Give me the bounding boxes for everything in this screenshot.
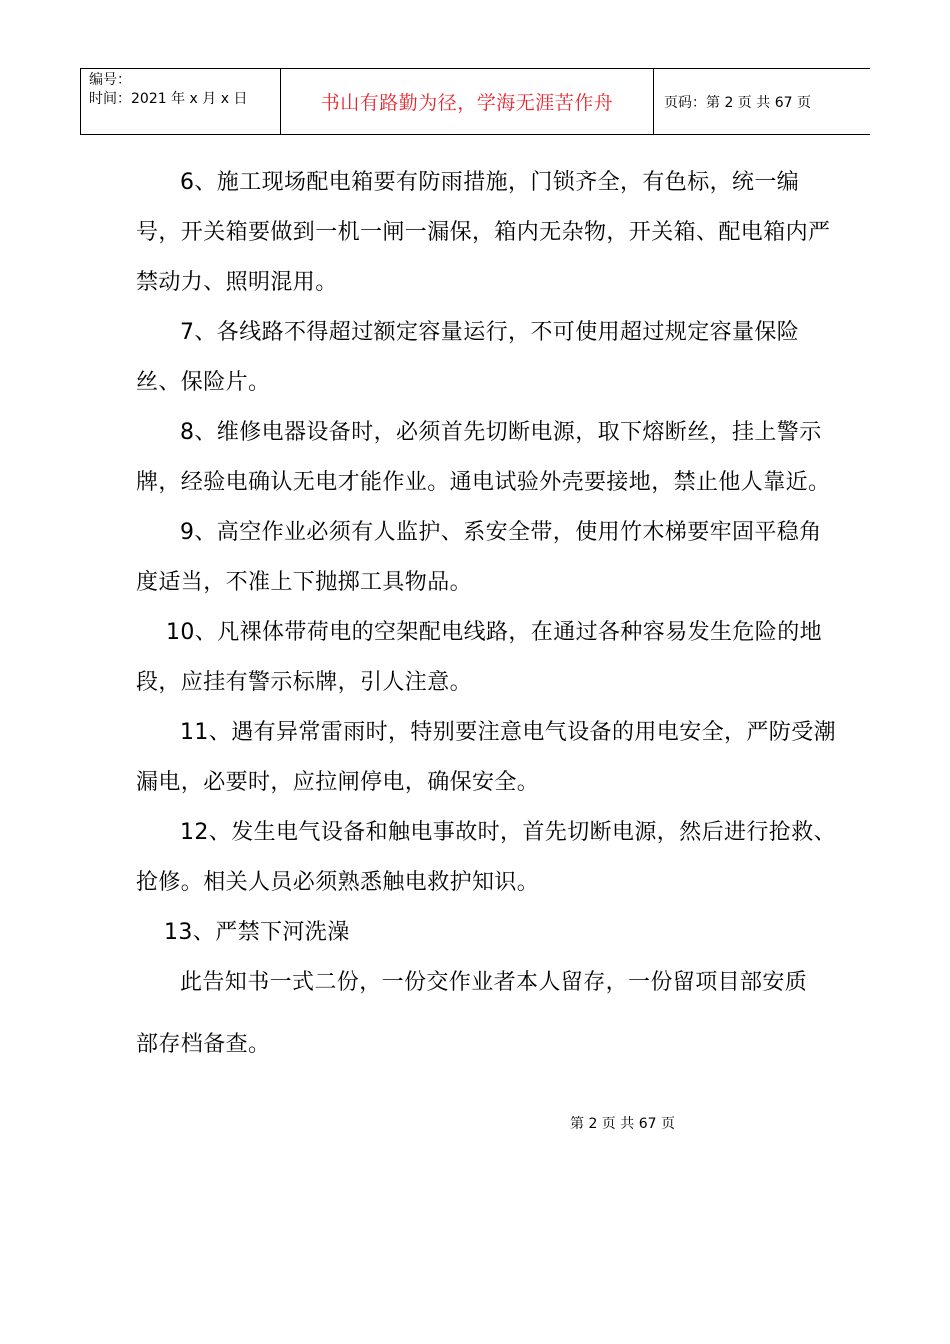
header-meta-cell <box>80 69 281 134</box>
paragraph-item-6: 6、施工现场配电箱要有防雨措施，门锁齐全，有色标，统一编号，开关箱要做到一机一闸一漏保，箱内无杂物，开关箱、配电箱内严禁动力、照明混用。 <box>136 170 831 295</box>
paragraph-item-8: 8、维修电器设备时，必须首先切断电源，取下熔断丝，挂上警示牌，经验电确认无电才能作业。通电试验外壳要接地，禁止他人靠近。 <box>136 420 831 495</box>
document-body <box>136 158 841 1070</box>
paragraph-item-10: 10、凡裸体带荷电的空架配电线路，在通过各种容易发生危险的地段，应挂有警示标牌，引人注意。 <box>136 620 822 695</box>
paragraph-item-9: 9、高空作业必须有人监护、系安全带，使用竹木梯要牢固平稳角度适当，不准上下抛掷工具物品。 <box>136 520 822 595</box>
document-date-label: 时间：2021 年 x 月 x 日 <box>89 91 248 107</box>
header-motto: 书山有路勤为径，学海无涯苦作舟 <box>281 69 654 134</box>
closing-paragraph-tail: 部存档备查。 <box>136 1032 271 1057</box>
paragraph-item-13: 13、严禁下河洗澡 <box>164 920 350 945</box>
paragraph-item-11: 11、遇有异常雷雨时，特别要注意电气设备的用电安全，严防受潮漏电，必要时，应拉闸停电，确保安全。 <box>136 720 836 795</box>
paragraph-item-7: 7、各线路不得超过额定容量运行，不可使用超过规定容量保险丝、保险片。 <box>136 320 800 395</box>
paragraph-item-12: 12、发生电气设备和触电事故时，首先切断电源，然后进行抢救、抢修。相关人员必须熟悉触电救护知识。 <box>136 820 836 895</box>
header-page-number: 页码：第 2 页 共 67 页 <box>664 94 811 111</box>
page-header <box>80 68 870 135</box>
closing-paragraph: 此告知书一式二份，一份交作业者本人留存，一份留项目部安质 <box>180 970 808 995</box>
page-footer: 第 2 页 共 67 页 <box>570 1116 675 1132</box>
document-number-label: 编号： <box>89 72 131 88</box>
